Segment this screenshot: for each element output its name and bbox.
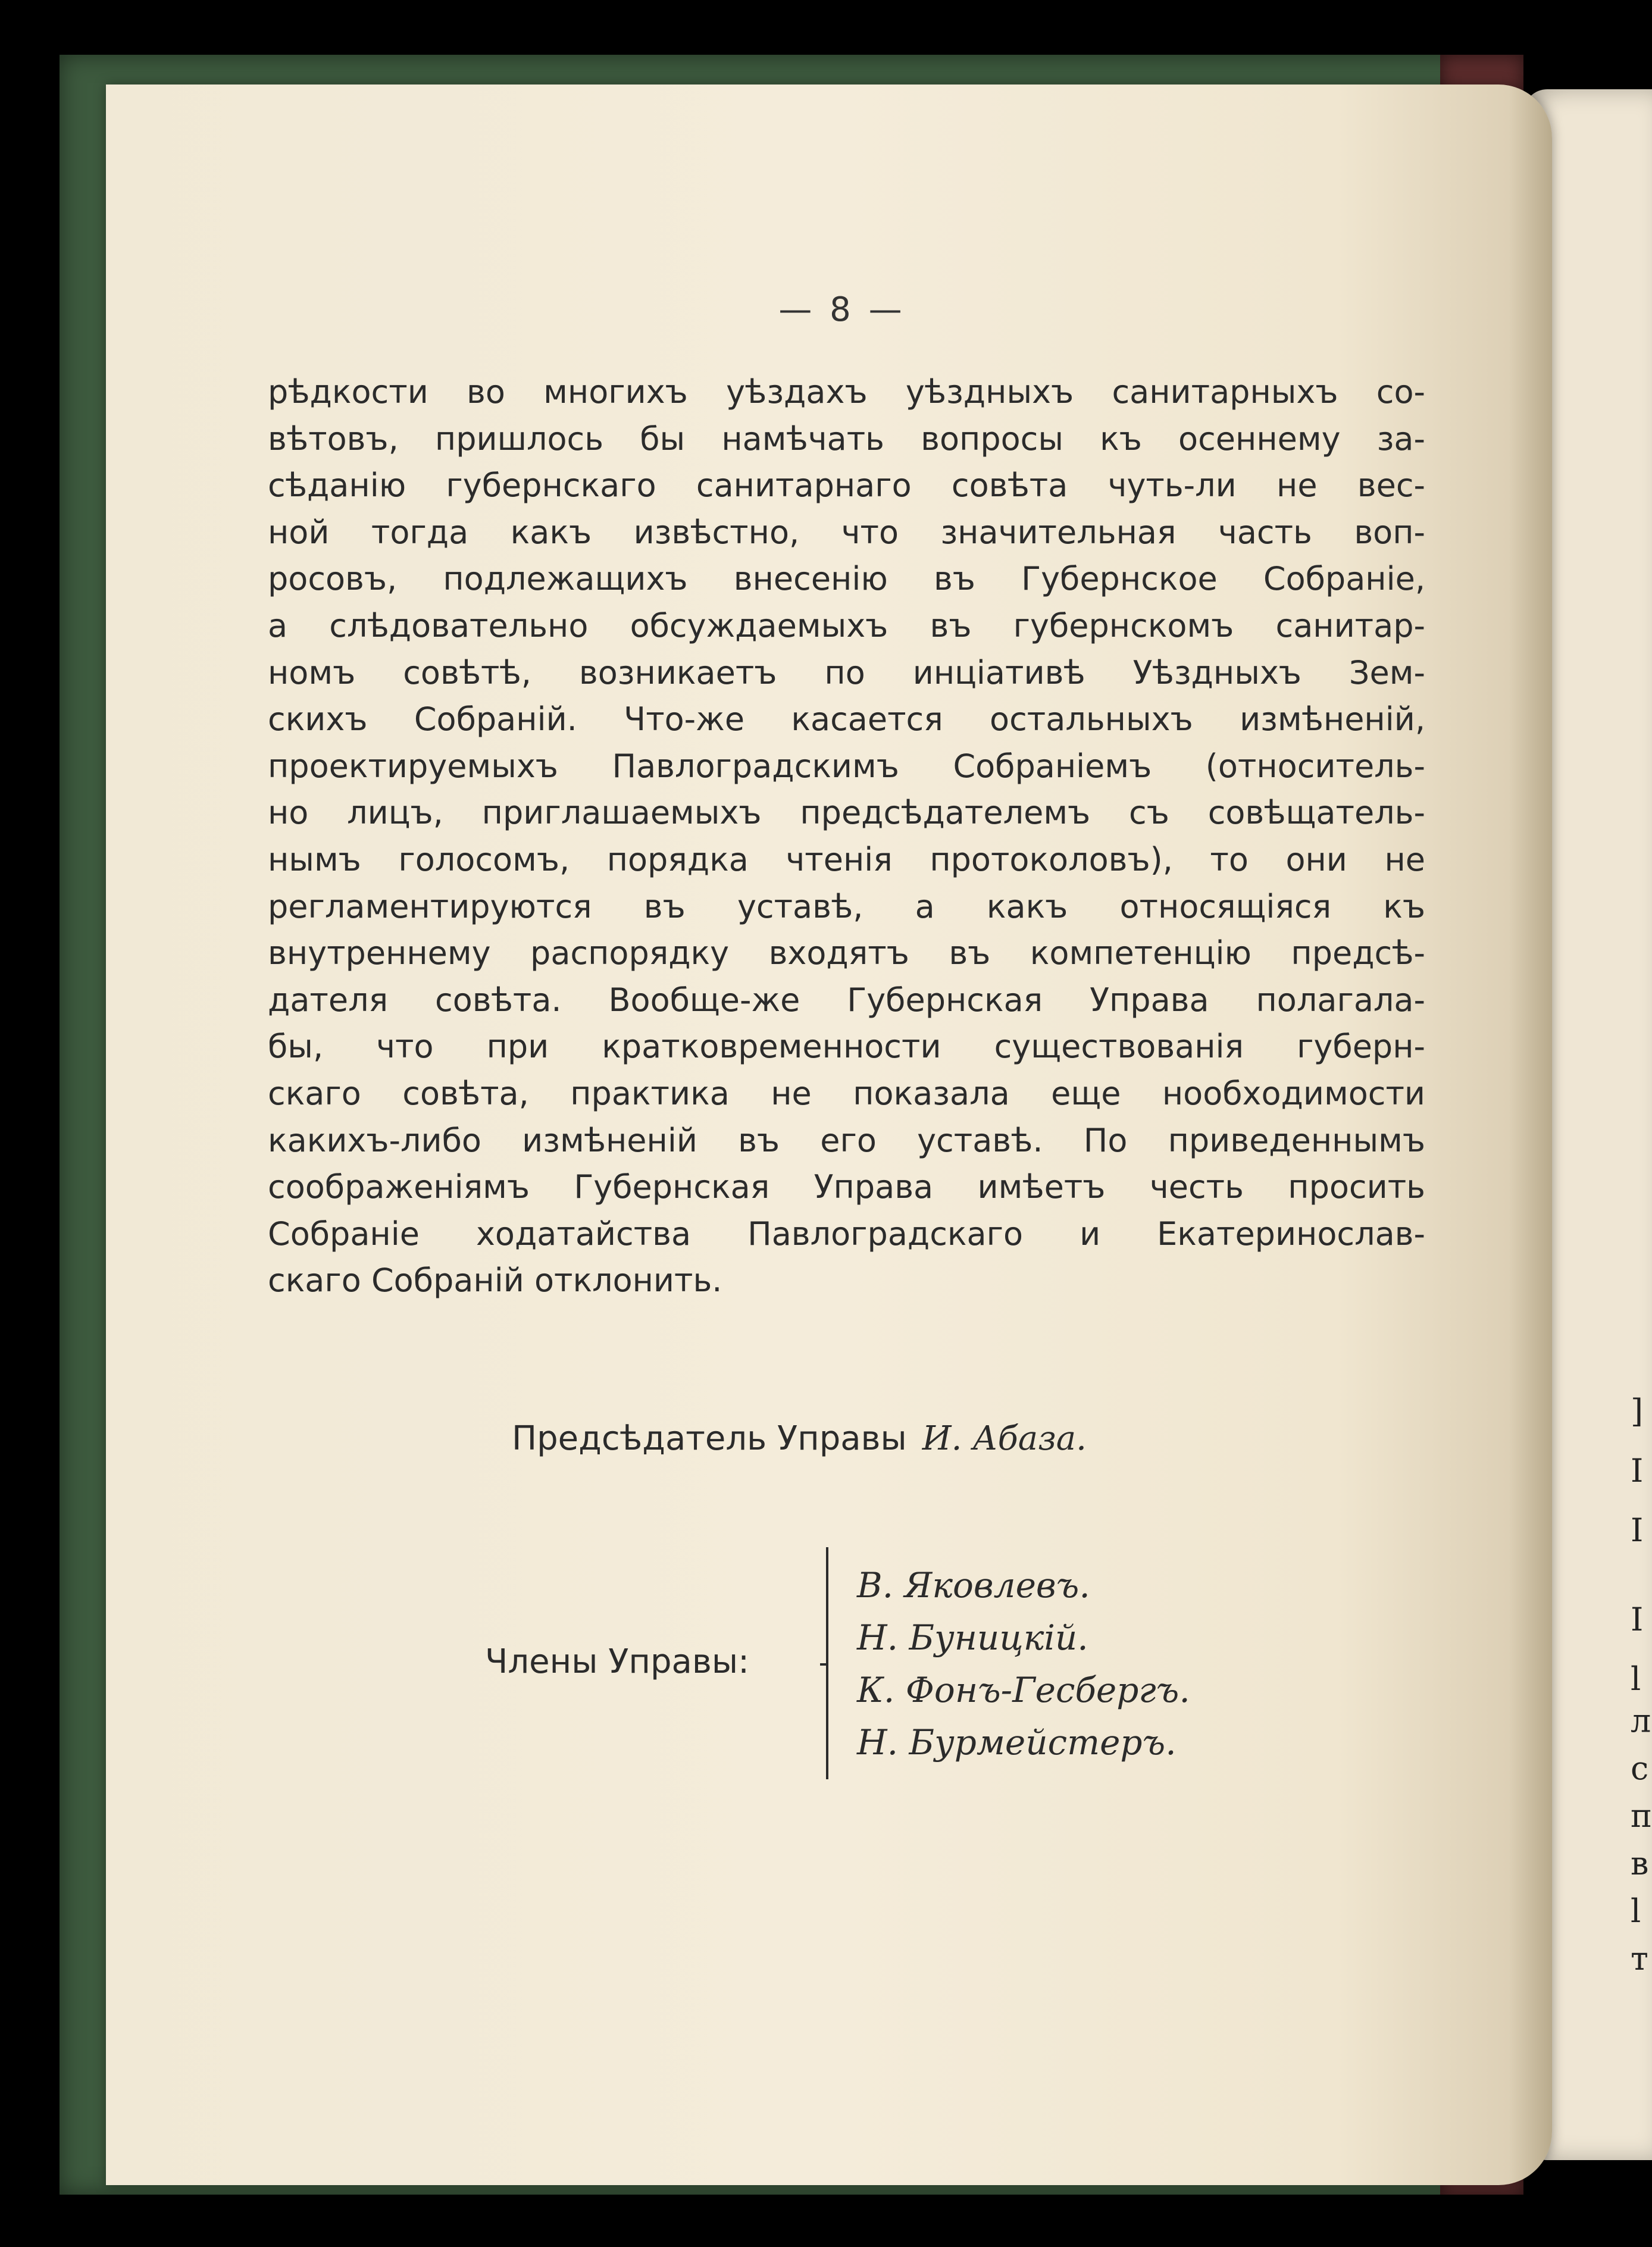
next-page-glyph: I	[1631, 1452, 1644, 1489]
text-line: скаго Собраній отклонить.	[268, 1262, 722, 1300]
next-page-glyph: в	[1631, 1845, 1649, 1882]
member-name: Н. Бурмейстеръ.	[857, 1722, 1177, 1763]
body-paragraph	[268, 369, 1425, 1304]
text-line: ной тогда какъ извѣстно, что значительная часть воп-	[268, 513, 1425, 551]
text-line: рѣдкости во многихъ уѣздахъ уѣздныхъ санитарныхъ со-	[268, 373, 1425, 411]
next-page-glyph: п	[1631, 1797, 1652, 1835]
next-page-glyph: l	[1631, 1892, 1641, 1930]
next-page-glyph: l	[1631, 1660, 1641, 1698]
text-line: соображеніямъ Губернская Управа имѣетъ честь просить	[268, 1168, 1425, 1206]
next-page-glyph: I	[1631, 1601, 1644, 1638]
chairman-signature	[512, 1419, 1087, 1458]
text-line: нымъ голосомъ, порядка чтенія протоколовъ), то они не	[268, 840, 1425, 878]
chairman-label: Предсѣдатель Управы	[512, 1419, 907, 1458]
text-line: но лицъ, приглашаемыхъ предсѣдателемъ съ совѣщатель-	[268, 794, 1425, 832]
member-name: В. Яковлевъ.	[857, 1565, 1090, 1606]
text-line: регламентируются въ уставѣ, а какъ относящіяся къ	[268, 887, 1425, 925]
next-page-glyph: л	[1631, 1702, 1651, 1739]
next-page-glyph: c	[1631, 1750, 1649, 1787]
text-line: скаго совѣта, практика не показала еще нообходимости	[268, 1074, 1425, 1112]
next-page-glyph: ]	[1631, 1392, 1644, 1430]
text-line: скихъ Собраній. Что-же касается остальныхъ измѣненій,	[268, 700, 1425, 738]
member-name: К. Фонъ-Гесбергъ.	[857, 1670, 1190, 1710]
members-brace-tip	[820, 1663, 828, 1666]
text-line: Собраніе ходатайства Павлоградскаго и Екатеринослав-	[268, 1215, 1425, 1253]
chairman-name: И. Абаза.	[922, 1419, 1087, 1458]
text-line: номъ совѣтѣ, возникаетъ по инціативѣ Уѣздныхъ Зем-	[268, 653, 1425, 691]
text-line: внутреннему распорядку входятъ въ компетенцію предсѣ-	[268, 934, 1425, 972]
next-page-glyph: т	[1631, 1940, 1648, 1977]
members-list	[857, 1559, 1190, 1769]
text-line: бы, что при кратковременности существованія губерн-	[268, 1028, 1425, 1066]
next-page-glyph: I	[1631, 1511, 1644, 1549]
text-line: проектируемыхъ Павлоградскимъ Собраніемъ (относитель-	[268, 747, 1425, 785]
members-label: Члены Управы:	[485, 1642, 749, 1681]
text-line: вѣтовъ, пришлось бы намѣчать вопросы къ осеннему за-	[268, 420, 1425, 458]
text-line: росовъ, подлежащихъ внесенію въ Губернское Собраніе,	[268, 560, 1425, 598]
page-number: — 8 —	[778, 290, 906, 329]
text-line: какихъ-либо измѣненій въ его уставѣ. По приведеннымъ	[268, 1121, 1425, 1159]
text-line: сѣданію губернскаго санитарнаго совѣта чуть-ли не вес-	[268, 467, 1425, 505]
member-name: Н. Буницкій.	[857, 1617, 1088, 1658]
text-line: дателя совѣта. Вообще-же Губернская Управа полагала-	[268, 981, 1425, 1019]
text-line: а слѣдовательно обсуждаемыхъ въ губернскомъ санитар-	[268, 606, 1425, 644]
